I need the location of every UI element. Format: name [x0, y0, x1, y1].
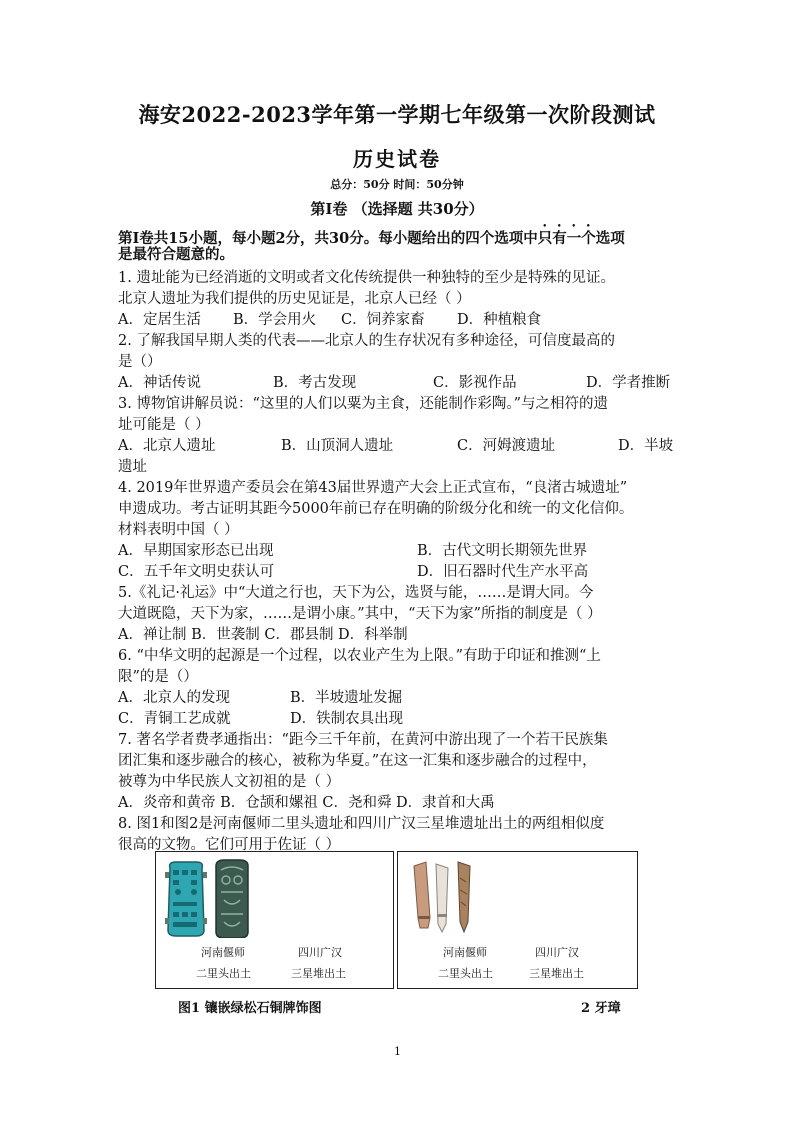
q8-text-2: 很高的文物。它们可用于佐证（ ）	[118, 837, 341, 853]
yazhang-blade-2	[436, 864, 448, 932]
q6-option-c: C．青铜工艺成就	[118, 711, 231, 727]
q6-text-2: 限”的是（）	[118, 669, 198, 685]
yazhang-blade-1	[414, 862, 430, 928]
q2-option-d: D．学者推断	[586, 375, 671, 391]
q7-text-3: 被尊为中华民族人文初祖的是（ ）	[118, 774, 341, 790]
q4-option-c: C．五千年文明史获认可	[118, 564, 275, 580]
fig1-right-caption-2: 三星堆出土	[291, 967, 346, 980]
fig2-left-caption-1: 河南偃师	[443, 946, 487, 959]
q1-text-1: 1. 遗址能为已经消逝的文明或者文化传统提供一种独特的至少是特殊的见证。	[118, 270, 615, 286]
exam-subtitle: 历史试卷	[353, 147, 441, 171]
fig2-left-caption-2: 二里头出土	[438, 967, 493, 980]
figure-2-panel	[397, 851, 638, 989]
q3-option-a: A．北京人遗址	[118, 438, 216, 454]
fig1-left-caption-1: 河南偃师	[201, 946, 245, 959]
q2-text-1: 2. 了解我国早期人类的代表——北京人的生存状况有多种途径，可信度最高的	[118, 333, 615, 349]
fig1-right-caption-1: 四川广汉	[298, 946, 342, 959]
q1-option-a: A．定居生活	[118, 312, 201, 328]
fig2-right-caption-1: 四川广汉	[535, 946, 579, 959]
q1-option-b: B．学会用火	[233, 312, 317, 328]
q6-option-a: A．北京人的发现	[118, 690, 230, 706]
figure-2-title: 2 牙璋	[581, 1001, 621, 1016]
q8-text-1: 8. 图1和图2是河南偃师二里头遗址和四川广汉三星堆遗址出土的两组相似度	[118, 816, 605, 832]
q3-option-b: B．山顶洞人遗址	[281, 438, 394, 454]
q4-option-d: D．旧石器时代生产水平高	[417, 564, 589, 580]
fig1-left-caption-2: 二里头出土	[196, 967, 251, 980]
q2-option-b: B．考古发现	[273, 375, 357, 391]
yazhang-images	[406, 858, 496, 938]
q4-option-b: B．古代文明长期领先世界	[417, 543, 588, 559]
q6-option-b: B．半坡遗址发掘	[290, 690, 403, 706]
q3-text-2: 址可能是（ ）	[118, 417, 210, 433]
q2-option-c: C．影视作品	[433, 375, 517, 391]
turquoise-plaque-left	[165, 862, 207, 936]
figure-1-panel	[155, 851, 394, 989]
section-heading: 第Ⅰ卷 （选择题 共30分）	[310, 200, 484, 218]
q5-text-1: 5.《礼记·礼运》中“大道之行也，天下为公，选贤与能，……是谓大同。今	[118, 585, 594, 601]
fig2-right-caption-2: 三星堆出土	[529, 967, 584, 980]
q6-option-d: D．铁制农具出现	[290, 711, 404, 727]
q5-text-2: 大道既隐，天下为家，……是谓小康。”其中，“天下为家”所指的制度是（ ）	[118, 606, 602, 622]
q2-option-a: A．神话传说	[118, 375, 201, 391]
figure-1-title: 图1 镶嵌绿松石铜牌饰图	[178, 1001, 322, 1016]
exam-title: 海安2022-2023学年第一学期七年级第一次阶段测试	[138, 102, 656, 127]
q2-text-2: 是（）	[118, 354, 162, 370]
yazhang-blade-3	[458, 862, 470, 932]
q4-text-1: 4. 2019年世界遗产委员会在第43届世界遗产大会上正式宣布，“良渚古城遗址”	[118, 480, 628, 496]
q3-text-1: 3. 博物馆讲解员说：“这里的人们以粟为主食，还能制作彩陶。”与之相符的遗	[118, 396, 609, 412]
q7-options: A．炎帝和黄帝 B．仓颉和嫘祖 C．尧和舜 D．隶首和大禹	[118, 795, 495, 811]
q7-text-2: 团汇集和逐步融合的核心，被称为华夏。”在这一汇集和逐步融合的过程中，	[118, 753, 597, 769]
q7-text-1: 7. 著名学者费孝通指出：“距今三千年前，在黄河中游出现了一个若干民族集	[118, 732, 608, 748]
q4-option-a: A．早期国家形态已出现	[118, 543, 274, 559]
q3-option-d: D．半坡	[618, 438, 674, 454]
exam-meta: 总分：50分 时间：50分钟	[330, 178, 464, 191]
instructions-line1: 第Ⅰ卷共15小题，每小题2分，共30分。每小题给出的四个选项中只有一个选项	[118, 230, 625, 247]
q4-text-2: 申遗成功。考古证明其距今5000年前已存在明确的阶级分化和统一的文化信仰。	[118, 501, 634, 517]
page-number: 1	[394, 1045, 401, 1058]
q3-option-d-wrap: 遗址	[118, 459, 147, 475]
q1-option-c: C．饲养家畜	[341, 312, 425, 328]
q6-text-1: 6. “中华文明的起源是一个过程，以农业产生为上限。”有助于印证和推测“上	[118, 648, 601, 664]
q1-text-2: 北京人遗址为我们提供的历史见证是，北京人已经（ ）	[118, 291, 471, 307]
q5-options: A．禅让制 B．世袭制 C．郡县制 D．科举制	[118, 627, 408, 643]
bronze-plaque-right	[216, 860, 248, 938]
q4-text-3: 材料表明中国（ ）	[118, 522, 239, 538]
instructions-line2: 是最符合题意的。	[118, 246, 234, 263]
q3-option-c: C．河姆渡遗址	[457, 438, 556, 454]
bronze-plaque-images	[164, 858, 254, 938]
q1-option-d: D．种植粮食	[457, 312, 542, 328]
